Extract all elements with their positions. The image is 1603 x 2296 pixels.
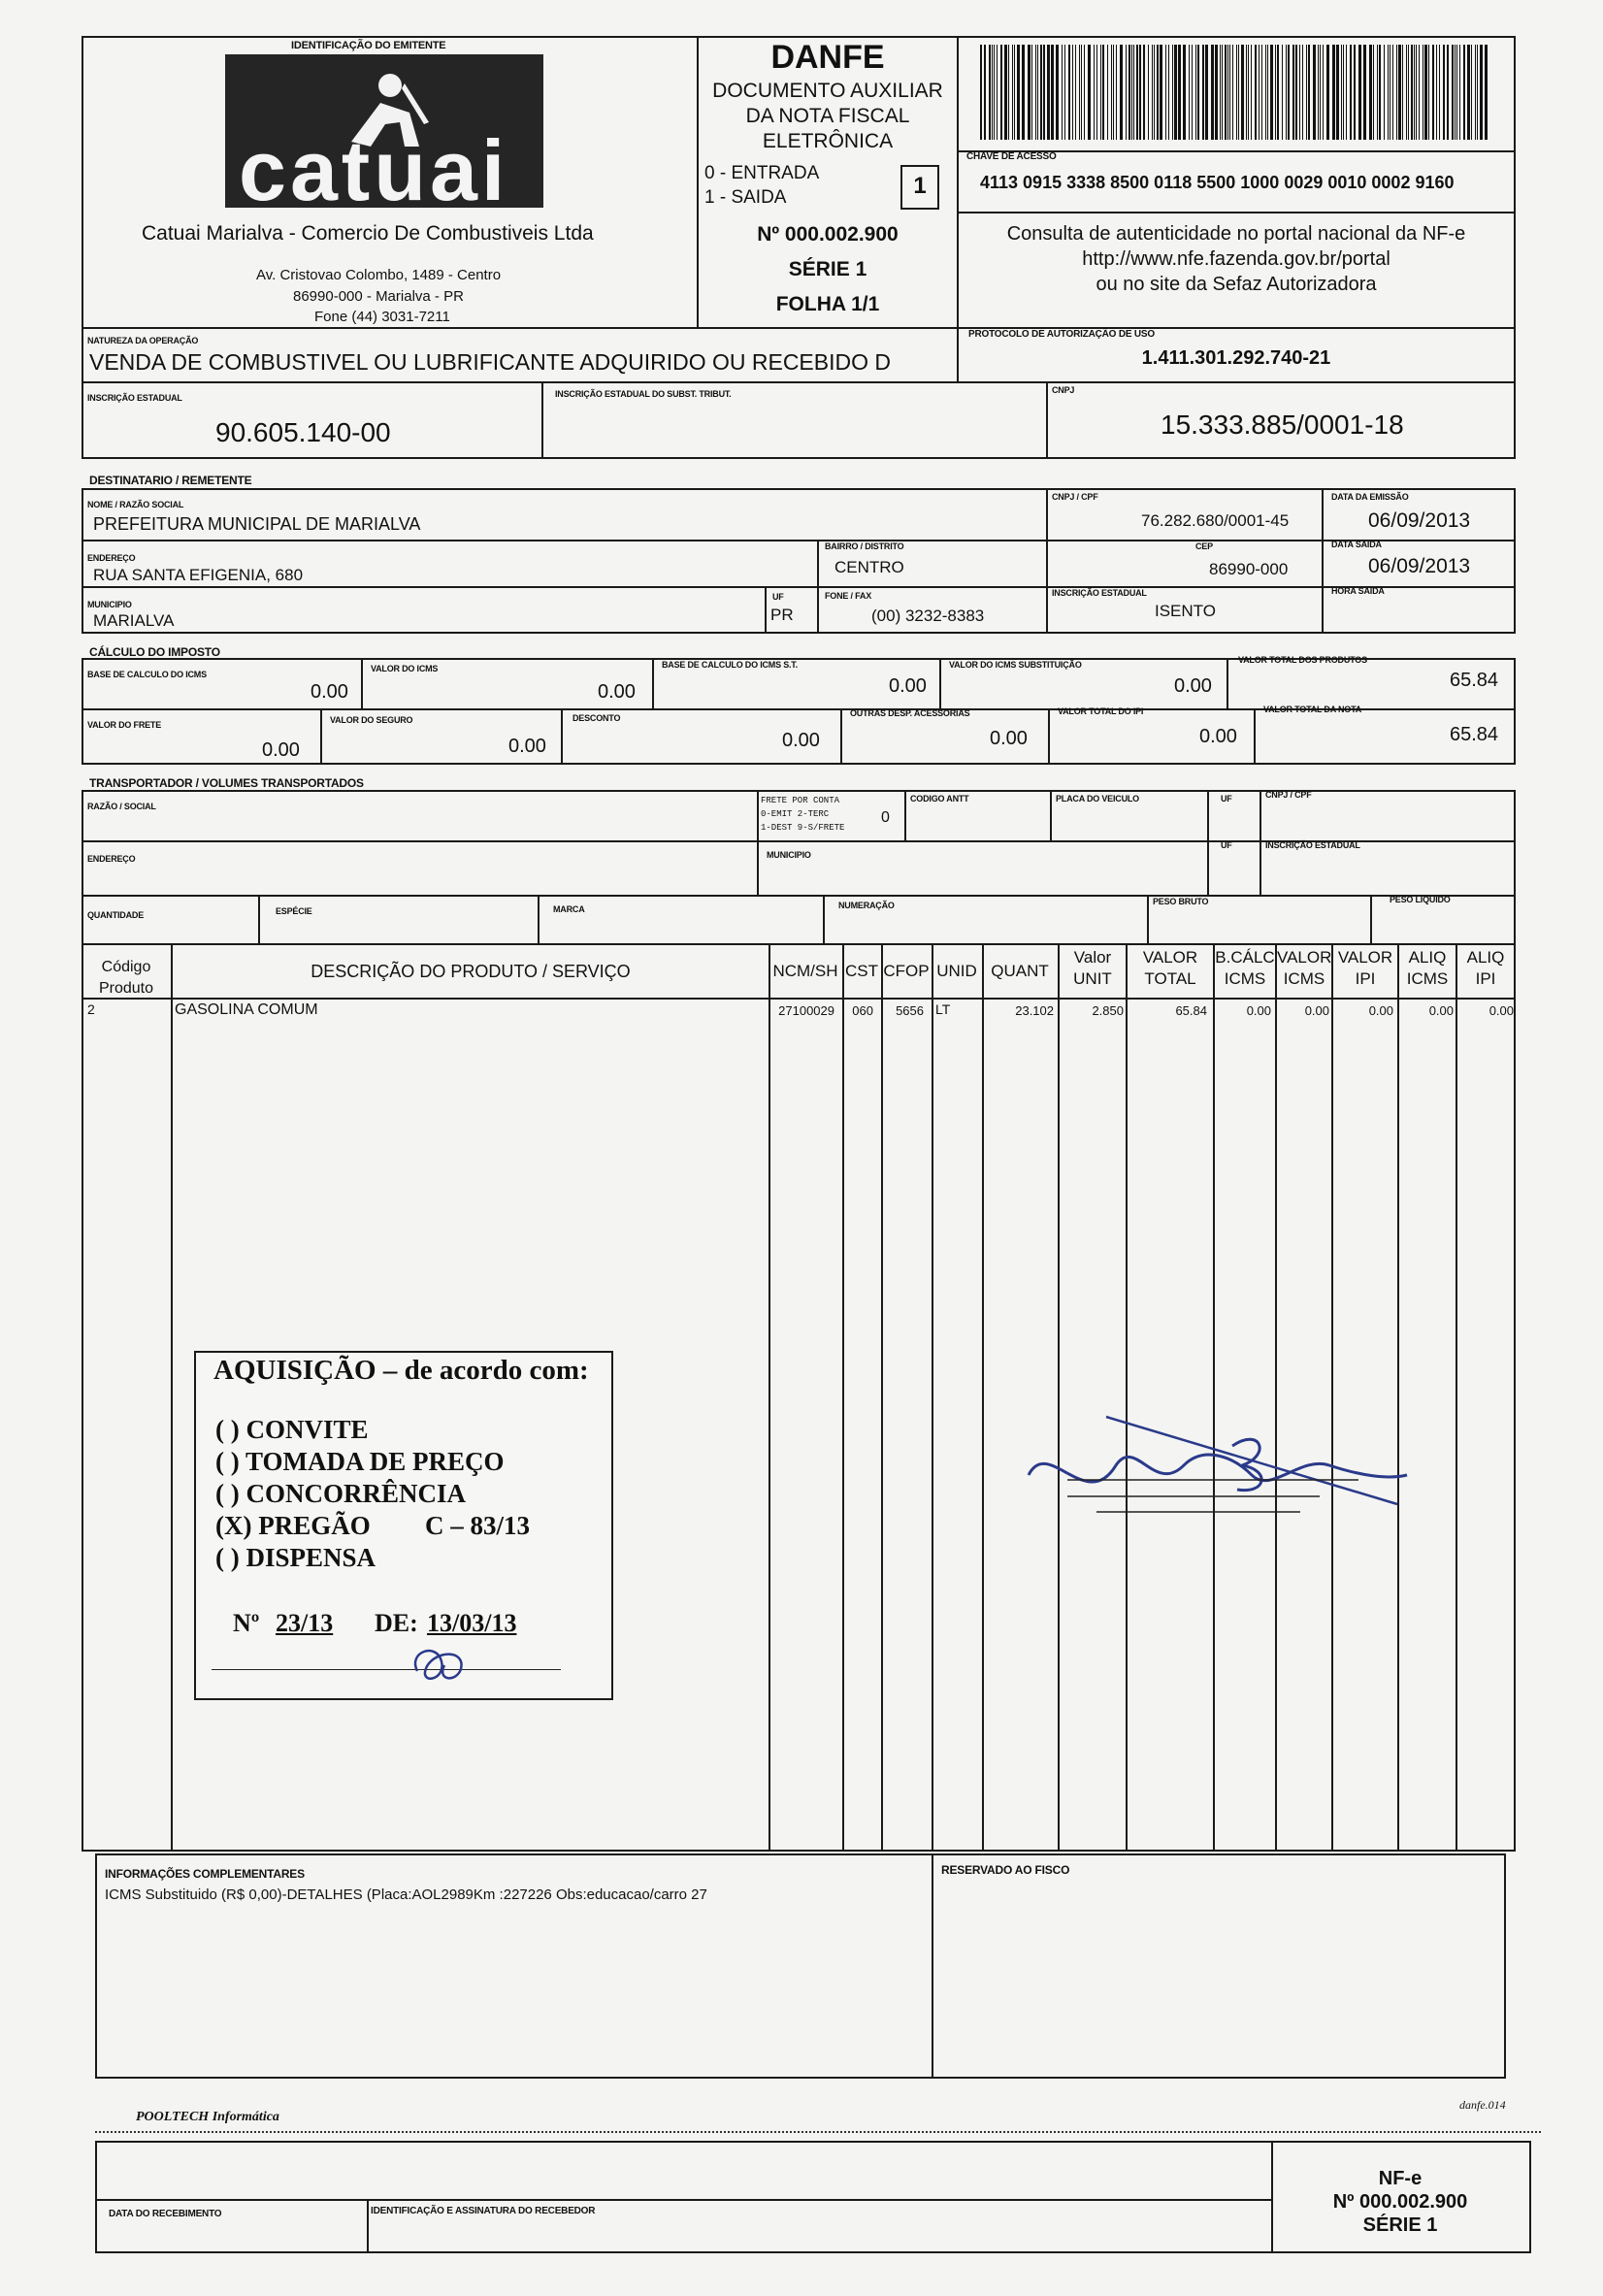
stamp-initials: [398, 1632, 485, 1690]
barcode-bar: [1313, 45, 1316, 140]
ie-st-label: INSCRIÇÃO ESTADUAL DO SUBST. TRIBUT.: [555, 389, 732, 399]
barcode-bar: [1455, 45, 1456, 140]
discount-label: DESCONTO: [572, 713, 621, 723]
recipient-uf: PR: [770, 606, 794, 624]
item-unit: LT: [935, 1001, 951, 1017]
barcode-bar: [994, 45, 995, 140]
uf-label: UF: [772, 592, 784, 602]
item-icms: 0.00: [1304, 1003, 1329, 1018]
transport-section: TRANSPORTADOR / VOLUMES TRANSPORTADOS: [89, 776, 364, 790]
carrier-city-label: MUNICIPIO: [767, 850, 811, 860]
barcode-bar: [1022, 45, 1025, 140]
barcode-bar: [1000, 45, 1002, 140]
barcode-bar: [1299, 45, 1300, 140]
issuer-section-label: IDENTIFICAÇÃO DO EMITENTE: [291, 40, 446, 51]
barcode-bar: [1008, 45, 1009, 140]
barcode-bar: [1028, 45, 1030, 140]
item-aliq-ipi: 0.00: [1488, 1003, 1514, 1018]
issuer-cep-city: 86990-000 - Marialva - PR: [293, 288, 464, 305]
base-icms-label: BASE DE CALCULO DO ICMS: [87, 670, 207, 679]
address-label: ENDEREÇO: [87, 553, 136, 563]
barcode-bar: [1120, 45, 1123, 140]
item-desc: GASOLINA COMUM: [175, 1001, 318, 1018]
barcode-bar: [1220, 45, 1221, 140]
stamp-option-pregao-code: C – 83/13: [425, 1511, 530, 1540]
barcode-bar: [1485, 45, 1488, 140]
footer-series: SÉRIE 1: [1362, 2214, 1438, 2236]
barcode-bar: [1131, 45, 1132, 140]
access-key-value: 4113 0915 3338 8500 0118 5500 1000 0029 0010 0002 9160: [980, 173, 1455, 192]
recipient-name: PREFEITURA MUNICIPAL DE MARIALVA: [93, 514, 421, 534]
recipient-cnpj-label: CNPJ / CPF: [1052, 492, 1098, 502]
icms-label: VALOR DO ICMS: [371, 664, 439, 673]
barcode-bar: [1414, 45, 1415, 140]
barcode-bar: [1467, 45, 1470, 140]
barcode-bar: [1205, 45, 1208, 140]
barcode-bar: [1129, 45, 1130, 140]
barcode-bar: [1037, 45, 1038, 140]
stamp-option-convite: ( ) CONVITE: [215, 1415, 369, 1444]
access-key-label: CHAVE DE ACESSO: [966, 151, 1057, 162]
barcode-bar: [1379, 45, 1381, 140]
base-st-value: 0.00: [889, 675, 927, 697]
recipient-cep: 86990-000: [1209, 560, 1289, 578]
barcode-bar: [1452, 45, 1454, 140]
barcode-bar: [1248, 45, 1249, 140]
barcode-bar: [1261, 45, 1262, 140]
emission-label: DATA DA EMISSÃO: [1331, 492, 1409, 502]
barcode-bar: [1215, 45, 1218, 140]
freight-value: 0.00: [262, 739, 300, 761]
barcode-bar: [1111, 45, 1112, 140]
stamp-number-prefix: Nº: [233, 1609, 260, 1637]
total-products-label: VALOR TOTAL DOS PRODUTOS: [1238, 655, 1367, 665]
barcode-bar: [1436, 45, 1437, 140]
barcode-bar: [1197, 45, 1199, 140]
item-unit-value: 2.850: [1092, 1003, 1124, 1018]
issuer-phone: Fone (44) 3031-7211: [314, 309, 450, 325]
stamp-title: AQUISIÇÃO – de acordo com:: [213, 1355, 589, 1386]
item-aliq-icms: 0.00: [1428, 1003, 1454, 1018]
col-unit-value: Valor UNIT: [1073, 948, 1112, 988]
barcode-bar: [1406, 45, 1407, 140]
brand-label: MARCA: [553, 904, 585, 914]
signature: [1009, 1397, 1417, 1553]
barcode-bar: [1107, 45, 1108, 140]
barcode-bar: [1346, 45, 1347, 140]
stamp-date: 13/03/13: [427, 1609, 517, 1637]
recipient-district: CENTRO: [834, 558, 904, 576]
barcode-bar: [1133, 45, 1134, 140]
recipient-city: MARIALVA: [93, 611, 175, 630]
barcode-bar: [1192, 45, 1193, 140]
barcode-bar: [1424, 45, 1427, 140]
barcode-bar: [1384, 45, 1385, 140]
col-aliq-icms: ALIQ ICMS: [1406, 948, 1449, 988]
barcode-bar: [1292, 45, 1294, 140]
emission-date: 06/09/2013: [1368, 509, 1471, 532]
barcode-bar: [1183, 45, 1186, 140]
recipient-section: DESTINATARIO / REMETENTE: [89, 474, 252, 487]
item-ipi: 0.00: [1368, 1003, 1393, 1018]
barcode-bar: [1369, 45, 1372, 140]
barcode-bar: [1282, 45, 1283, 140]
barcode-bar: [1336, 45, 1339, 140]
barcode-bar: [1035, 45, 1036, 140]
barcode-bar: [1251, 45, 1252, 140]
barcode-bar: [1275, 45, 1276, 140]
barcode-bar: [1439, 45, 1440, 140]
barcode-bar: [1363, 45, 1366, 140]
barcode-bar: [1267, 45, 1268, 140]
barcode-bar: [1432, 45, 1434, 140]
barcode-bar: [1088, 45, 1091, 140]
barcode-bar: [1189, 45, 1190, 140]
consult-line-3: ou no site da Sefaz Autorizadora: [1096, 274, 1377, 295]
barcode-bar: [1428, 45, 1429, 140]
recipient-cnpj: 76.282.680/0001-45: [1141, 511, 1290, 530]
barcode-bar: [1072, 45, 1073, 140]
barcode-bar: [1012, 45, 1013, 140]
freight-label: VALOR DO FRETE: [87, 720, 162, 730]
barcode-bar: [1443, 45, 1445, 140]
freight-mode-value: 0: [881, 809, 890, 826]
freight-mode-3: 1-DEST 9-S/FRETE: [761, 823, 845, 833]
barcode-bar: [1477, 45, 1478, 140]
receipt-sign-label: IDENTIFICAÇÃO E ASSINATURA DO RECEBEDOR: [371, 2206, 596, 2216]
col-base-icms: B.CÁLC ICMS: [1215, 948, 1275, 988]
barcode-bar: [1225, 45, 1227, 140]
issuer-name: Catuai Marialva - Comercio De Combustiveis Ltda: [142, 222, 594, 245]
species-label: ESPÉCIE: [276, 906, 312, 916]
barcode-bar: [1318, 45, 1319, 140]
barcode-bar: [1232, 45, 1233, 140]
issuer-address: Av. Cristovao Colombo, 1489 - Centro: [256, 267, 502, 283]
col-unit: UNID: [936, 962, 977, 980]
barcode-bar: [1419, 45, 1420, 140]
barcode-bar: [1148, 45, 1149, 140]
software-credit: POOLTECH Informática: [136, 2110, 279, 2124]
danfe-code: danfe.014: [1459, 2098, 1506, 2112]
barcode-bar: [1459, 45, 1460, 140]
item-cst: 060: [852, 1003, 873, 1018]
col-qty: QUANT: [991, 962, 1049, 980]
barcode-bar: [1017, 45, 1020, 140]
barcode-bar: [1174, 45, 1177, 140]
barcode-bar: [1341, 45, 1342, 140]
barcode-bar: [1277, 45, 1279, 140]
barcode-bar: [1354, 45, 1356, 140]
barcode-bar: [1246, 45, 1247, 140]
danfe-subtitle-2: DA NOTA FISCAL: [745, 105, 910, 127]
item-code: 2: [87, 1001, 95, 1017]
barcode-bar: [1447, 45, 1449, 140]
barcode-bar: [1343, 45, 1344, 140]
barcode-bar: [1388, 45, 1389, 140]
cnpj-value: 15.333.885/0001-18: [1161, 410, 1404, 440]
logo-text: catuai: [239, 122, 509, 218]
item-base-icms: 0.00: [1246, 1003, 1271, 1018]
item-ncm: 27100029: [778, 1003, 834, 1018]
barcode-bar: [1157, 45, 1159, 140]
insurance-label: VALOR DO SEGURO: [330, 715, 413, 725]
barcode-bar: [1047, 45, 1050, 140]
recipient-box: [82, 488, 1516, 634]
additional-text: ICMS Substituido (R$ 0,00)-DETALHES (Placa:AOL2989Km :227226 Obs:educacao/carro 27: [105, 1886, 707, 1903]
barcode-bar: [1202, 45, 1204, 140]
barcode-bar: [1326, 45, 1329, 140]
barcode-bar: [1064, 45, 1065, 140]
carrier-address-label: ENDEREÇO: [87, 854, 136, 864]
barcode-bar: [1043, 45, 1045, 140]
barcode-bar: [1136, 45, 1138, 140]
icms-value: 0.00: [598, 681, 636, 703]
barcode-bar: [1238, 45, 1239, 140]
footer-number: Nº 000.002.900: [1332, 2191, 1468, 2213]
barcode-bar: [1126, 45, 1127, 140]
icms-st-value: 0.00: [1174, 675, 1212, 697]
total-note-value: 65.84: [1450, 724, 1499, 745]
barcode-bar: [1350, 45, 1352, 140]
recipient-ie: ISENTO: [1155, 602, 1216, 620]
issuer-logo: [225, 54, 543, 218]
barcode-bar: [1040, 45, 1042, 140]
icms-st-label: VALOR DO ICMS SUBSTITUIÇÃO: [949, 660, 1082, 670]
barcode-bar: [1480, 45, 1483, 140]
barcode-bar: [1306, 45, 1307, 140]
danfe-subtitle-1: DOCUMENTO AUXILIAR: [712, 80, 943, 102]
total-products-value: 65.84: [1450, 670, 1499, 691]
freight-mode-1: FRETE POR CONTA: [761, 796, 840, 805]
barcode-bar: [1396, 45, 1397, 140]
stamp-option-pregao: (X) PREGÃO: [215, 1511, 371, 1540]
barcode-bar: [1172, 45, 1173, 140]
barcode-bar: [1051, 45, 1054, 140]
col-total: VALOR TOTAL: [1142, 948, 1198, 988]
barcode-bar: [1270, 45, 1273, 140]
carrier-ie-label: INSCRIÇÃO ESTADUAL: [1265, 840, 1360, 850]
barcode-bar: [1154, 45, 1155, 140]
barcode-bar: [1096, 45, 1097, 140]
barcode-bar: [984, 45, 986, 140]
barcode-bar: [997, 45, 998, 140]
discount-value: 0.00: [782, 730, 820, 751]
carrier-uf2-label: UF: [1221, 840, 1232, 850]
ipi-label: VALOR TOTAL DO IPI: [1058, 706, 1144, 716]
insurance-value: 0.00: [508, 736, 546, 757]
barcode-bar: [980, 45, 982, 140]
barcode-bar: [1178, 45, 1181, 140]
barcode-bar: [1152, 45, 1153, 140]
carrier-uf-label: UF: [1221, 794, 1232, 804]
danfe-number: Nº 000.002.900: [757, 223, 899, 246]
barcode-bar: [1377, 45, 1378, 140]
barcode-bar: [992, 45, 993, 140]
barcode-bar: [1113, 45, 1114, 140]
barcode-bar: [1229, 45, 1230, 140]
barcode-bar: [1323, 45, 1324, 140]
qty-label: QUANTIDADE: [87, 910, 144, 920]
col-desc: DESCRIÇÃO DO PRODUTO / SERVIÇO: [311, 962, 631, 981]
table-row: [82, 1000, 1516, 1021]
barcode-bar: [1392, 45, 1393, 140]
barcode-bar: [1288, 45, 1290, 140]
stamp-option-concorrencia: ( ) CONCORRÊNCIA: [215, 1479, 466, 1508]
barcode-bar: [1308, 45, 1310, 140]
barcode: [980, 45, 1492, 140]
barcode-bar: [1139, 45, 1141, 140]
operation-label: NATUREZA DA OPERAÇÃO: [87, 336, 199, 345]
barcode-bar: [1068, 45, 1070, 140]
exit-date-label: DATA SAIDA: [1331, 540, 1382, 549]
barcode-bar: [1031, 45, 1032, 140]
danfe-entry: 0 - ENTRADA: [704, 163, 820, 183]
consult-line-2: http://www.nfe.fazenda.gov.br/portal: [1082, 248, 1390, 270]
plate-label: PLACA DO VEICULO: [1056, 794, 1139, 804]
barcode-bar: [1463, 45, 1465, 140]
barcode-bar: [1094, 45, 1095, 140]
barcode-bar: [1056, 45, 1059, 140]
barcode-bar: [1259, 45, 1260, 140]
barcode-bar: [1222, 45, 1223, 140]
ie-label: INSCRIÇÃO ESTADUAL: [87, 393, 182, 403]
danfe-exit: 1 - SAIDA: [704, 187, 787, 208]
barcode-bar: [1255, 45, 1257, 140]
carrier-name-label: RAZÃO / SOCIAL: [87, 802, 156, 811]
district-label: BAIRRO / DISTRITO: [825, 541, 904, 551]
barcode-bar: [1075, 45, 1076, 140]
recipient-ie-label: INSCRIÇÃO ESTADUAL: [1052, 588, 1147, 598]
barcode-bar: [1081, 45, 1082, 140]
barcode-bar: [1408, 45, 1409, 140]
barcode-bar: [1227, 45, 1228, 140]
ipi-value: 0.00: [1199, 726, 1237, 747]
stamp-option-tomada: ( ) TOMADA DE PREÇO: [215, 1447, 505, 1476]
tax-section: CÁLCULO DO IMPOSTO: [89, 645, 220, 659]
barcode-bar: [1100, 45, 1101, 140]
danfe-type-value: 1: [913, 173, 927, 199]
col-ncm: NCM/SH: [772, 962, 838, 980]
fisco-label: RESERVADO AO FISCO: [941, 1863, 1070, 1877]
footer-nfe: NF-e: [1378, 2168, 1423, 2189]
danfe-subtitle-3: ELETRÔNICA: [762, 130, 894, 152]
barcode-bar: [1295, 45, 1297, 140]
barcode-bar: [1402, 45, 1403, 140]
item-cfop: 5656: [896, 1003, 924, 1018]
barcode-bar: [1084, 45, 1085, 140]
barcode-bar: [1302, 45, 1303, 140]
barcode-bar: [1211, 45, 1214, 140]
col-ipi: VALOR IPI: [1337, 948, 1393, 988]
antt-label: CODIGO ANTT: [910, 794, 969, 804]
barcode-bar: [1398, 45, 1401, 140]
barcode-bar: [1143, 45, 1145, 140]
barcode-bar: [1456, 45, 1457, 140]
phone-label: FONE / FAX: [825, 591, 872, 601]
exit-date: 06/09/2013: [1368, 555, 1471, 577]
barcode-bar: [989, 45, 991, 140]
barcode-bar: [1416, 45, 1417, 140]
item-qty: 23.102: [1015, 1003, 1054, 1018]
item-total: 65.84: [1175, 1003, 1207, 1018]
barcode-bar: [1102, 45, 1104, 140]
barcode-bar: [1160, 45, 1162, 140]
barcode-bar: [1475, 45, 1476, 140]
barcode-bar: [1373, 45, 1374, 140]
stamp-date-prefix: DE:: [375, 1609, 418, 1637]
cep-label: CEP: [1195, 541, 1213, 551]
barcode-bar: [1332, 45, 1335, 140]
barcode-bar: [1471, 45, 1472, 140]
barcode-bar: [1286, 45, 1287, 140]
barcode-bar: [1241, 45, 1244, 140]
barcode-bar: [1320, 45, 1321, 140]
city-label: MUNICIPIO: [87, 600, 132, 609]
recipient-phone: (00) 3232-8383: [871, 607, 985, 625]
barcode-bar: [1116, 45, 1117, 140]
additional-label: INFORMAÇÕES COMPLEMENTARES: [105, 1867, 305, 1881]
barcode-bar: [1014, 45, 1015, 140]
col-cfop: CFOP: [883, 962, 930, 980]
base-st-label: BASE DE CALCULO DO ICMS S.T.: [662, 660, 798, 670]
barcode-bar: [1195, 45, 1196, 140]
net-weight-label: PESO LIQUIDO: [1390, 895, 1451, 904]
gross-weight-label: PESO BRUTO: [1153, 897, 1209, 906]
operation-value: VENDA DE COMBUSTIVEL OU LUBRIFICANTE ADQUIRIDO OU RECEBIDO D: [89, 349, 892, 375]
protocol-label: PROTOCOLO DE AUTORIZAÇÃO DE USO: [968, 329, 1155, 340]
total-note-label: VALOR TOTAL DA NOTA: [1263, 705, 1362, 714]
col-icms: VALOR ICMS: [1277, 948, 1332, 988]
barcode-bar: [1004, 45, 1007, 140]
protocol-value: 1.411.301.292.740-21: [1141, 347, 1331, 369]
cnpj-label: CNPJ: [1052, 385, 1075, 395]
barcode-bar: [1062, 45, 1063, 140]
receipt-date-label: DATA DO RECEBIMENTO: [109, 2209, 222, 2219]
numbering-label: NUMERAÇÃO: [838, 901, 895, 910]
barcode-bar: [1079, 45, 1080, 140]
danfe-sheet: FOLHA 1/1: [775, 293, 880, 315]
ie-value: 90.605.140-00: [215, 417, 391, 447]
danfe-series: SÉRIE 1: [788, 258, 867, 280]
col-cst: CST: [845, 962, 878, 980]
other-expenses-label: OUTRAS DESP. ACESSORIAS: [850, 708, 970, 718]
exit-time-label: HORA SAIDA: [1331, 586, 1385, 596]
barcode-bar: [1168, 45, 1169, 140]
col-aliq-ipi: ALIQ IPI: [1466, 948, 1505, 988]
recipient-address: RUA SANTA EFIGENIA, 680: [93, 566, 304, 584]
barcode-bar: [1165, 45, 1166, 140]
barcode-bar: [1236, 45, 1237, 140]
freight-mode-2: 0-EMIT 2-TERC: [761, 809, 830, 819]
barcode-bar: [1265, 45, 1266, 140]
barcode-bar: [1358, 45, 1361, 140]
col-code: Código Produto: [98, 959, 154, 997]
carrier-cnpj-label: CNPJ / CPF: [1265, 790, 1312, 800]
recipient-name-label: NOME / RAZÃO SOCIAL: [87, 500, 184, 509]
consult-line-1: Consulta de autenticidade no portal nacional da NF-e: [1006, 223, 1466, 245]
base-icms-value: 0.00: [311, 681, 348, 703]
barcode-bar: [1411, 45, 1413, 140]
other-expenses-value: 0.00: [990, 728, 1028, 749]
stamp-option-dispensa: ( ) DISPENSA: [215, 1543, 376, 1572]
stamp-number: 23/13: [276, 1609, 334, 1637]
danfe-title: DANFE: [770, 39, 885, 76]
